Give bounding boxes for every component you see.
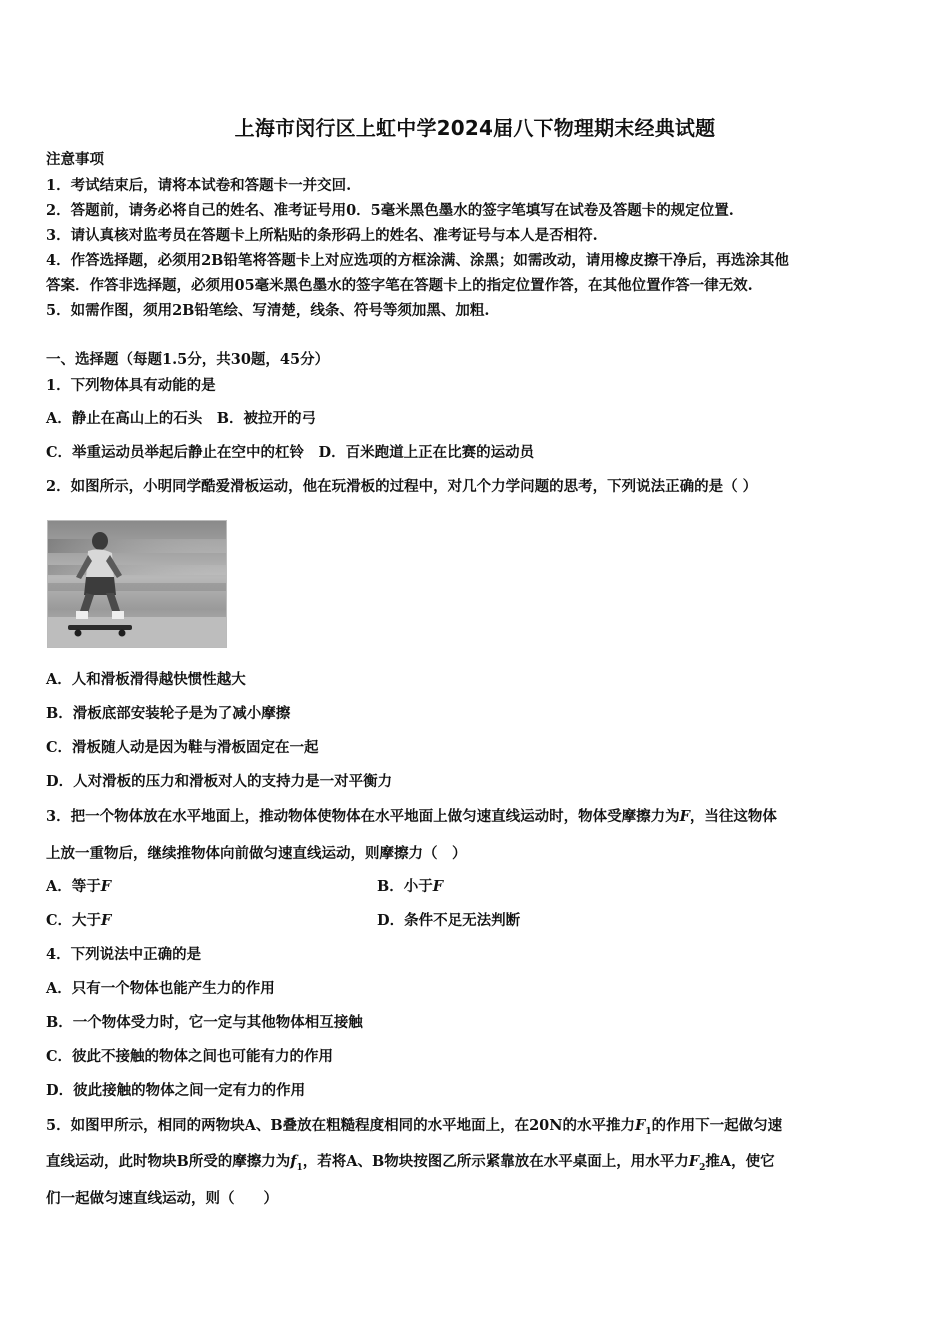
- skateboard-photo: [47, 520, 227, 648]
- question-4-option: B．一个物体受力时，它一定与其他物体相互接触: [46, 1014, 363, 1031]
- var-f: F: [432, 878, 444, 895]
- note-item: 4．作答选择题，必须用2B铅笔将答题卡上对应选项的方框涂满、涂黑；如需改动，请用橡皮擦干净后，再选涂其他: [46, 252, 789, 269]
- q3-option-a-label: A．等于: [46, 878, 101, 895]
- var-f: F: [100, 878, 112, 895]
- page-title: 上海市闵行区上虹中学2024届八下物理期末经典试题: [234, 116, 716, 140]
- question-3-option-b: [377, 877, 443, 897]
- note-item: 3．请认真核对监考员在答题卡上所粘贴的条形码上的姓名、准考证号与本人是否相符.: [46, 227, 598, 244]
- question-3-option-d: D．条件不足无法判断: [377, 912, 521, 929]
- question-4-option: C．彼此不接触的物体之间也可能有力的作用: [46, 1048, 334, 1065]
- question-2-option: A．人和滑板滑得越快惯性越大: [46, 671, 246, 688]
- var-F1: F: [635, 1117, 646, 1134]
- q3-stem-pre: 3．把一个物体放在水平地面上，推动物体使物体在水平地面上做匀速直线运动时，物体受摩擦力为: [46, 808, 680, 825]
- question-3-option-a: [46, 877, 111, 897]
- question-1-options-cd: C．举重运动员举起后静止在空中的杠铃 D．百米跑道上正在比赛的运动员: [46, 444, 535, 461]
- var-F1-subscript: 1: [645, 1126, 652, 1137]
- question-2-stem: 2．如图所示，小明同学酷爱滑板运动，他在玩滑板的过程中，对几个力学问题的思考，下列说法正确的是（ ）: [46, 478, 758, 495]
- note-item: 答案．作答非选择题，必须用05毫米黑色墨水的签字笔在答题卡上的指定位置作答，在其他位置作答一律无效.: [46, 277, 753, 294]
- question-4-option: D．彼此接触的物体之间一定有力的作用: [46, 1082, 306, 1099]
- question-5-line3: 们一起做匀速直线运动，则（ ）: [46, 1190, 278, 1207]
- note-item: 5．如需作图，须用2B铅笔绘、写清楚，线条、符号等须加黑、加粗.: [46, 302, 490, 319]
- q3-option-b-label: B．小于: [377, 878, 433, 895]
- notes-heading: 注意事项: [46, 151, 104, 168]
- question-1-options-ab: A．静止在高山上的石头 B．被拉开的弓: [46, 410, 317, 427]
- question-2-option: C．滑板随人动是因为鞋与滑板固定在一起: [46, 739, 319, 756]
- question-5-line1: [46, 1116, 782, 1142]
- question-2-option: D．人对滑板的压力和滑板对人的支持力是一对平衡力: [46, 773, 393, 790]
- var-f1: f: [290, 1153, 297, 1170]
- q5-line2-mid: ，若将A、B物块按图乙所示紧靠放在水平桌面上，用水平力: [302, 1153, 689, 1170]
- question-4-option: A．只有一个物体也能产生力的作用: [46, 980, 275, 997]
- q3-option-c-label: C．大于: [46, 912, 102, 929]
- section-heading: 一、选择题（每题1.5分，共30题，45分）: [46, 351, 330, 368]
- q5-line1-post: 的作用下一起做匀速: [651, 1117, 783, 1134]
- q3-stem-post: ，当往这物体: [689, 808, 777, 825]
- var-F2-subscript: 2: [699, 1162, 706, 1173]
- q5-line1-pre: 5．如图甲所示，相同的两物块A、B叠放在粗糙程度相同的水平地面上，在20N的水平推力: [46, 1117, 636, 1134]
- q5-line2-post: 推A，使它: [705, 1153, 775, 1170]
- question-3-stem-line1: [46, 807, 777, 827]
- question-4-stem: 4．下列说法中正确的是: [46, 946, 202, 963]
- note-item: 2．答题前，请务必将自己的姓名、准考证号用0．5毫米黑色墨水的签字笔填写在试卷及答题卡的规定位置.: [46, 202, 734, 219]
- var-F2: F: [688, 1153, 700, 1170]
- question-5-line2: [46, 1152, 775, 1178]
- question-1-stem: 1．下列物体具有动能的是: [46, 377, 216, 394]
- skateboarder-image: [48, 521, 226, 647]
- var-f1-subscript: 1: [296, 1162, 303, 1173]
- var-f: F: [101, 912, 112, 929]
- question-3-option-c: [46, 911, 111, 931]
- question-3-stem-line2: 上放一重物后，继续推物体向前做匀速直线运动，则摩擦力（ ）: [46, 845, 467, 862]
- note-item: 1．考试结束后，请将本试卷和答题卡一并交回.: [46, 177, 352, 194]
- q5-line2-pre: 直线运动，此时物块B所受的摩擦力为: [46, 1153, 291, 1170]
- question-2-option: B．滑板底部安装轮子是为了减小摩擦: [46, 705, 291, 722]
- var-f: F: [679, 808, 690, 825]
